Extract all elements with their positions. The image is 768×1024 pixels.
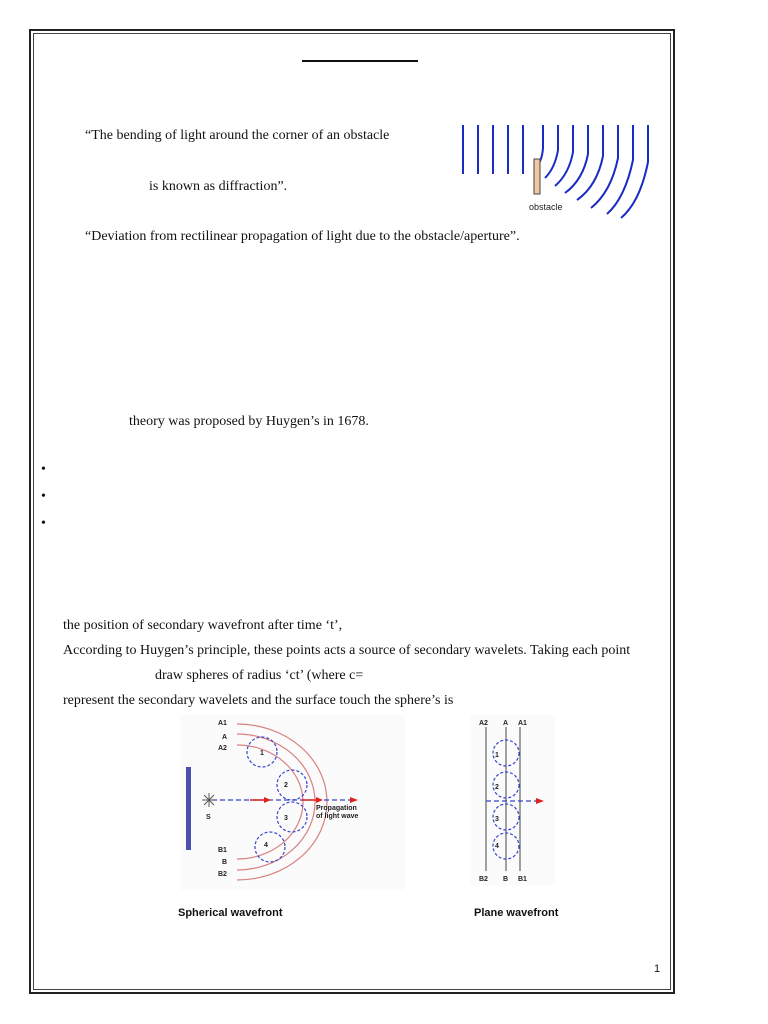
label-2: 2: [284, 782, 288, 789]
bullet-1: •: [41, 462, 46, 477]
label-b1: B1: [218, 847, 227, 854]
definition-line-2: is known as diffraction”.: [149, 179, 288, 194]
page-number: 1: [654, 963, 661, 975]
plane-label-2: 2: [495, 784, 499, 791]
plane-label-b2: B2: [479, 876, 488, 883]
source-point-icon: [202, 793, 216, 807]
plane-label-a: A: [503, 720, 509, 727]
obstacle-label: obstacle: [529, 202, 563, 212]
plane-label-a1: A1: [518, 720, 527, 727]
plane-label-4: 4: [495, 843, 499, 850]
label-b2: B2: [218, 871, 227, 878]
label-of-light-wave: of light wave: [316, 813, 359, 820]
definition-2: “Deviation from rectilinear propagation of light due to the obstacle/aperture”.: [85, 229, 520, 244]
plane-label-b1: B1: [518, 876, 527, 883]
theory-text: theory was proposed by Huygen’s in 1678.: [129, 414, 369, 429]
represent-text: represent the secondary wavelets and the surface touch the sphere’s is: [63, 693, 454, 708]
bullet-2: •: [41, 489, 46, 504]
source-bar: [186, 767, 191, 850]
draw-spheres-text: draw spheres of radius ‘ct’ (where c=: [155, 668, 364, 683]
plane-label-b: B: [503, 876, 509, 883]
label-3: 3: [284, 815, 288, 822]
label-propagation: Propagation: [316, 805, 357, 812]
definition-line-1: “The bending of light around the corner of an obstacle: [85, 128, 390, 143]
diffraction-diagram: [455, 118, 665, 222]
huygens-principle-text: According to Huygen’s principle, these points acts a source of secondary wavelets. Taking each point: [63, 643, 631, 658]
label-b: B: [222, 859, 228, 866]
label-1: 1: [260, 750, 264, 757]
plane-wavefront-diagram: [470, 715, 555, 885]
label-4: 4: [264, 842, 268, 849]
spherical-wavefront-caption: Spherical wavefront: [178, 907, 283, 919]
label-a: A: [222, 734, 228, 741]
spherical-wavefront-diagram: [180, 715, 405, 890]
title-underline: [302, 60, 418, 62]
label-s: S: [206, 814, 211, 821]
plane-wavefront-caption: Plane wavefront: [474, 907, 559, 919]
bullet-3: •: [41, 516, 46, 531]
label-a1: A1: [218, 720, 227, 727]
obstacle-rect: [534, 159, 540, 194]
label-a2: A2: [218, 745, 227, 752]
plane-label-1: 1: [495, 752, 499, 759]
secondary-position-text: the position of secondary wavefront after time ‘t’,: [63, 618, 343, 633]
plane-label-a2: A2: [479, 720, 488, 727]
straight-wavefronts: [463, 125, 523, 174]
plane-label-3: 3: [495, 816, 499, 823]
